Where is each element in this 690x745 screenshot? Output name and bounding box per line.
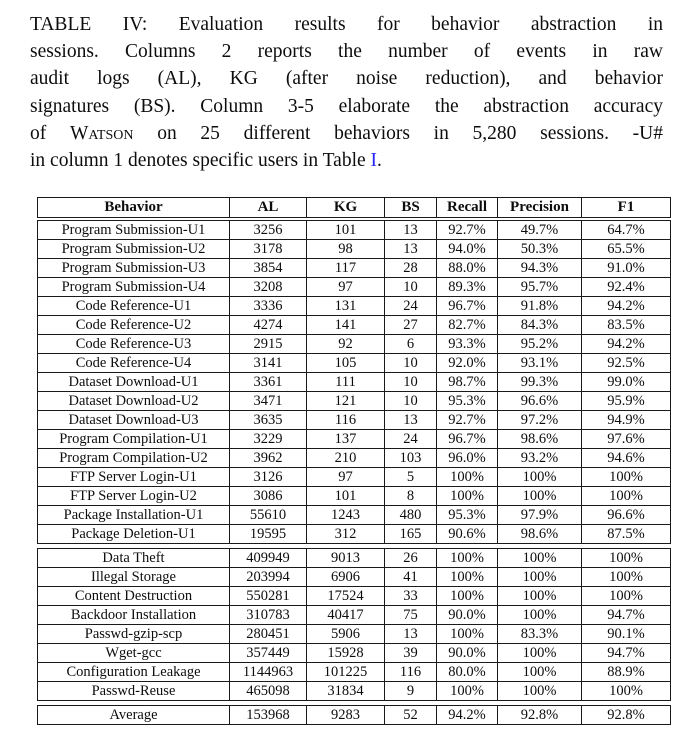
- cell: 550281: [230, 587, 307, 606]
- cell: 84.3%: [498, 316, 582, 335]
- cell: 6: [385, 335, 437, 354]
- table-row: [38, 240, 671, 259]
- cell: 101: [307, 487, 385, 506]
- cell: 83.3%: [498, 625, 582, 644]
- cell: 94.7%: [582, 644, 671, 663]
- cell: 3141: [230, 354, 307, 373]
- table-row: [38, 430, 671, 449]
- cell: 100%: [437, 468, 498, 487]
- cell: FTP Server Login-U2: [38, 487, 230, 506]
- cell: 131: [307, 297, 385, 316]
- cell: 480: [385, 506, 437, 525]
- cell: FTP Server Login-U1: [38, 468, 230, 487]
- cell: 96.6%: [582, 506, 671, 525]
- cell: 94.2%: [582, 335, 671, 354]
- column-header: Recall: [437, 198, 498, 218]
- cell: 10: [385, 392, 437, 411]
- cell: 90.0%: [437, 606, 498, 625]
- cell: 93.1%: [498, 354, 582, 373]
- cell: 98: [307, 240, 385, 259]
- table-row: [38, 221, 671, 240]
- cell: 13: [385, 221, 437, 240]
- cell: 2915: [230, 335, 307, 354]
- cell: Content Destruction: [38, 587, 230, 606]
- cell: 103: [385, 449, 437, 468]
- cell: 100%: [498, 682, 582, 701]
- cell: 26: [385, 549, 437, 568]
- cell: 15928: [307, 644, 385, 663]
- cell: 89.3%: [437, 278, 498, 297]
- cell: 94.0%: [437, 240, 498, 259]
- cell: 100%: [498, 549, 582, 568]
- cell: 98.6%: [498, 430, 582, 449]
- column-header: Behavior: [38, 198, 230, 218]
- cell: 3178: [230, 240, 307, 259]
- cell: 6906: [307, 568, 385, 587]
- cell: Wget-gcc: [38, 644, 230, 663]
- cell: 100%: [437, 487, 498, 506]
- cell: 101225: [307, 663, 385, 682]
- cell: 40417: [307, 606, 385, 625]
- table-row: [38, 506, 671, 525]
- cell: 95.9%: [582, 392, 671, 411]
- caption-text: .: [377, 150, 382, 172]
- cell: Program Submission-U3: [38, 259, 230, 278]
- cell: Passwd-Reuse: [38, 682, 230, 701]
- cell: 94.6%: [582, 449, 671, 468]
- cell: 9: [385, 682, 437, 701]
- cell: 27: [385, 316, 437, 335]
- cell: 94.7%: [582, 606, 671, 625]
- cell: 98.7%: [437, 373, 498, 392]
- cell: 82.7%: [437, 316, 498, 335]
- table-row: [38, 549, 671, 568]
- cell: 97: [307, 278, 385, 297]
- cell: Program Compilation-U1: [38, 430, 230, 449]
- cell: 90.6%: [437, 525, 498, 544]
- cell: 100%: [498, 606, 582, 625]
- cell: 111: [307, 373, 385, 392]
- cell: 280451: [230, 625, 307, 644]
- cell: 100%: [437, 625, 498, 644]
- cell: 41: [385, 568, 437, 587]
- cell: 465098: [230, 682, 307, 701]
- cell: 92.7%: [437, 221, 498, 240]
- table-caption: [30, 11, 663, 174]
- cell: 98.6%: [498, 525, 582, 544]
- cell: 3962: [230, 449, 307, 468]
- cell: 93.3%: [437, 335, 498, 354]
- results-table: [37, 197, 671, 725]
- cell: Program Compilation-U2: [38, 449, 230, 468]
- cell: 19595: [230, 525, 307, 544]
- cell: Dataset Download-U3: [38, 411, 230, 430]
- table-row: [38, 354, 671, 373]
- cell: 50.3%: [498, 240, 582, 259]
- cell: 4274: [230, 316, 307, 335]
- cell: 3229: [230, 430, 307, 449]
- table-row: [38, 316, 671, 335]
- cell: 33: [385, 587, 437, 606]
- table-row: [38, 625, 671, 644]
- cell: 90.0%: [437, 644, 498, 663]
- cell: 100%: [437, 682, 498, 701]
- cell: 137: [307, 430, 385, 449]
- cell: 83.5%: [582, 316, 671, 335]
- table-row: [38, 373, 671, 392]
- cell: 31834: [307, 682, 385, 701]
- cell: Program Submission-U4: [38, 278, 230, 297]
- cell: 92.8%: [498, 706, 582, 725]
- table-row: [38, 606, 671, 625]
- cell: 3208: [230, 278, 307, 297]
- table-row: [38, 392, 671, 411]
- cell: 100%: [498, 644, 582, 663]
- cell: 117: [307, 259, 385, 278]
- cell: 13: [385, 411, 437, 430]
- caption-text: of: [30, 122, 70, 144]
- cell: 95.7%: [498, 278, 582, 297]
- caption-line-1: TABLE IV: Evaluation results for behavior abstraction in: [30, 14, 663, 35]
- cell: 141: [307, 316, 385, 335]
- cell: 100%: [582, 487, 671, 506]
- cell: 3361: [230, 373, 307, 392]
- cell: 153968: [230, 706, 307, 725]
- cell: 105: [307, 354, 385, 373]
- table-row: [38, 449, 671, 468]
- cell: Code Reference-U4: [38, 354, 230, 373]
- table-i-reference-link[interactable]: I: [370, 150, 378, 172]
- cell: 97: [307, 468, 385, 487]
- cell: 94.3%: [498, 259, 582, 278]
- cell: Illegal Storage: [38, 568, 230, 587]
- cell: 165: [385, 525, 437, 544]
- cell: 64.7%: [582, 221, 671, 240]
- cell: 116: [385, 663, 437, 682]
- cell: Dataset Download-U2: [38, 392, 230, 411]
- cell: 94.2%: [582, 297, 671, 316]
- cell: 100%: [498, 468, 582, 487]
- cell: 100%: [498, 487, 582, 506]
- cell: 3256: [230, 221, 307, 240]
- cell: 92.4%: [582, 278, 671, 297]
- cell: Program Submission-U2: [38, 240, 230, 259]
- cell: Average: [38, 706, 230, 725]
- caption-line-5: [30, 120, 663, 147]
- cell: 10: [385, 278, 437, 297]
- cell: 3471: [230, 392, 307, 411]
- cell: 75: [385, 606, 437, 625]
- caption-line-4: signatures (BS). Column 3-5 elaborate the abstraction accuracy: [30, 95, 663, 117]
- cell: 97.2%: [498, 411, 582, 430]
- cell: 100%: [582, 549, 671, 568]
- cell: 100%: [582, 468, 671, 487]
- cell: 409949: [230, 549, 307, 568]
- cell: 49.7%: [498, 221, 582, 240]
- cell: 95.3%: [437, 392, 498, 411]
- column-header: KG: [307, 198, 385, 218]
- cell: 13: [385, 625, 437, 644]
- cell: 94.9%: [582, 411, 671, 430]
- column-header: F1: [582, 198, 671, 218]
- table-row: [38, 568, 671, 587]
- cell: 100%: [582, 682, 671, 701]
- cell: 116: [307, 411, 385, 430]
- cell: 100%: [498, 568, 582, 587]
- cell: 5906: [307, 625, 385, 644]
- cell: 52: [385, 706, 437, 725]
- cell: Data Theft: [38, 549, 230, 568]
- header-row: [38, 198, 671, 218]
- cell: 10: [385, 354, 437, 373]
- cell: 1144963: [230, 663, 307, 682]
- cell: 92: [307, 335, 385, 354]
- cell: 92.5%: [582, 354, 671, 373]
- cell: Program Submission-U1: [38, 221, 230, 240]
- cell: Package Installation-U1: [38, 506, 230, 525]
- watson-system-name: Watson: [69, 122, 134, 144]
- cell: Dataset Download-U1: [38, 373, 230, 392]
- cell: 90.1%: [582, 625, 671, 644]
- table-row: [38, 525, 671, 544]
- cell: 1243: [307, 506, 385, 525]
- table-row: [38, 278, 671, 297]
- cell: 3854: [230, 259, 307, 278]
- cell: 5: [385, 468, 437, 487]
- caption-line-6: [30, 147, 663, 174]
- average-row: [38, 706, 671, 725]
- cell: 357449: [230, 644, 307, 663]
- table-row: [38, 297, 671, 316]
- cell: 96.0%: [437, 449, 498, 468]
- cell: 99.3%: [498, 373, 582, 392]
- cell: Code Reference-U2: [38, 316, 230, 335]
- cell: 87.5%: [582, 525, 671, 544]
- cell: 91.8%: [498, 297, 582, 316]
- caption-text: in column 1 denotes specific users in Table: [30, 150, 371, 172]
- cell: 65.5%: [582, 240, 671, 259]
- table-row: [38, 259, 671, 278]
- cell: 3635: [230, 411, 307, 430]
- cell: 92.8%: [582, 706, 671, 725]
- table-row: [38, 587, 671, 606]
- table-row: [38, 663, 671, 682]
- cell: 24: [385, 430, 437, 449]
- cell: 100%: [582, 587, 671, 606]
- cell: 121: [307, 392, 385, 411]
- cell: 101: [307, 221, 385, 240]
- table-row: [38, 682, 671, 701]
- cell: Backdoor Installation: [38, 606, 230, 625]
- table-row: [38, 468, 671, 487]
- cell: 17524: [307, 587, 385, 606]
- cell: 9013: [307, 549, 385, 568]
- cell: 88.0%: [437, 259, 498, 278]
- cell: 99.0%: [582, 373, 671, 392]
- cell: 55610: [230, 506, 307, 525]
- cell: Code Reference-U3: [38, 335, 230, 354]
- cell: 310783: [230, 606, 307, 625]
- cell: 91.0%: [582, 259, 671, 278]
- cell: 96.7%: [437, 430, 498, 449]
- cell: 210: [307, 449, 385, 468]
- cell: 100%: [437, 549, 498, 568]
- cell: 100%: [582, 568, 671, 587]
- cell: 97.6%: [582, 430, 671, 449]
- cell: Code Reference-U1: [38, 297, 230, 316]
- cell: 100%: [498, 587, 582, 606]
- cell: 96.6%: [498, 392, 582, 411]
- cell: 8: [385, 487, 437, 506]
- column-header: BS: [385, 198, 437, 218]
- cell: 100%: [437, 568, 498, 587]
- cell: 93.2%: [498, 449, 582, 468]
- cell: 97.9%: [498, 506, 582, 525]
- cell: 100%: [498, 663, 582, 682]
- cell: 80.0%: [437, 663, 498, 682]
- table-row: [38, 644, 671, 663]
- cell: 96.7%: [437, 297, 498, 316]
- table-row: [38, 487, 671, 506]
- cell: 3126: [230, 468, 307, 487]
- cell: 13: [385, 240, 437, 259]
- cell: 94.2%: [437, 706, 498, 725]
- caption-line-2: sessions. Columns 2 reports the number of events in raw: [30, 41, 663, 63]
- cell: Package Deletion-U1: [38, 525, 230, 544]
- cell: Configuration Leakage: [38, 663, 230, 682]
- cell: 39: [385, 644, 437, 663]
- cell: 92.0%: [437, 354, 498, 373]
- cell: 95.2%: [498, 335, 582, 354]
- cell: 312: [307, 525, 385, 544]
- column-header: Precision: [498, 198, 582, 218]
- cell: 28: [385, 259, 437, 278]
- cell: 3336: [230, 297, 307, 316]
- cell: 100%: [437, 587, 498, 606]
- cell: 24: [385, 297, 437, 316]
- table-row: [38, 411, 671, 430]
- column-header: AL: [230, 198, 307, 218]
- cell: 92.7%: [437, 411, 498, 430]
- caption-line-3: audit logs (AL), KG (after noise reduction), and behavior: [30, 68, 663, 90]
- table-row: [38, 335, 671, 354]
- caption-text: on 25 different behaviors in 5,280 sessions. -U#: [133, 122, 663, 144]
- cell: 203994: [230, 568, 307, 587]
- cell: 95.3%: [437, 506, 498, 525]
- cell: Passwd-gzip-scp: [38, 625, 230, 644]
- cell: 9283: [307, 706, 385, 725]
- cell: 3086: [230, 487, 307, 506]
- cell: 88.9%: [582, 663, 671, 682]
- cell: 10: [385, 373, 437, 392]
